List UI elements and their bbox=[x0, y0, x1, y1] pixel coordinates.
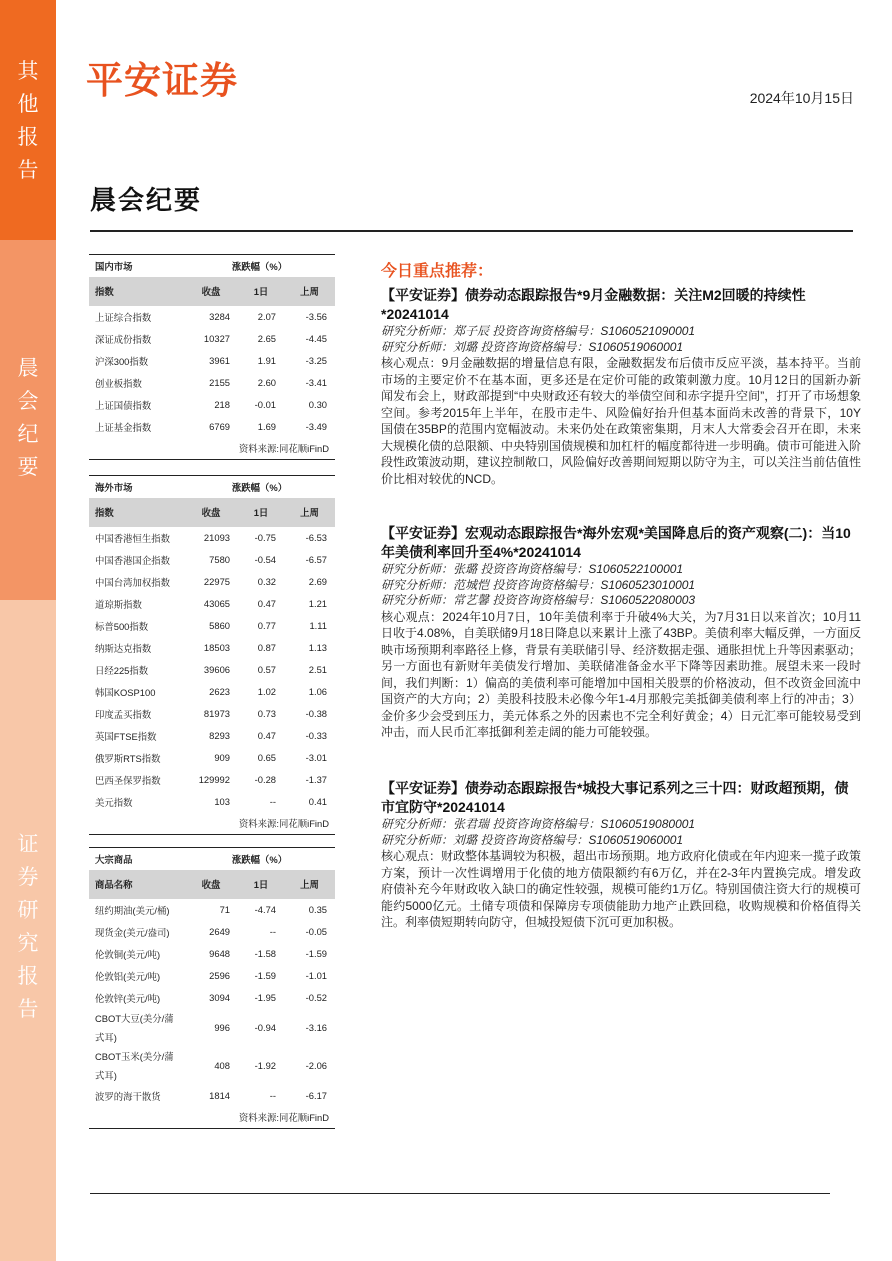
table-cell: 上证国债指数 bbox=[95, 399, 152, 411]
page-title: 晨会纪要 bbox=[90, 185, 203, 215]
table-row bbox=[89, 769, 335, 791]
table-cell: 2623 bbox=[209, 686, 230, 697]
table-row bbox=[89, 416, 335, 438]
table-row bbox=[89, 306, 335, 328]
table-cell: 伦敦铜(美元/吨) bbox=[95, 948, 161, 960]
table-cell: -3.16 bbox=[305, 1022, 327, 1033]
sidebar-char: 报 bbox=[17, 126, 39, 149]
table-cell: 2155 bbox=[209, 377, 230, 388]
table-row bbox=[89, 659, 335, 681]
table-cell: 3094 bbox=[209, 992, 230, 1003]
table-row bbox=[89, 593, 335, 615]
table-cell: -3.01 bbox=[305, 752, 327, 763]
table-cell: -1.01 bbox=[305, 970, 327, 981]
table-cell: -4.74 bbox=[254, 904, 276, 915]
table-header-row bbox=[89, 277, 335, 306]
sidebar-char: 纪 bbox=[17, 423, 39, 446]
analyst-line: 研究分析师：刘璐 投资咨询资格编号：S1060519060001 bbox=[381, 832, 684, 847]
column-header: 1日 bbox=[238, 870, 284, 899]
table-cell: 129992 bbox=[198, 774, 230, 785]
sidebar-char: 券 bbox=[17, 866, 39, 889]
table-cell: 中国台湾加权指数 bbox=[95, 576, 171, 588]
article-title: 【平安证券】宏观动态跟踪报告*海外宏观*美国降息后的资产观察(二)：当10年美债利率回升至4%*20241014 bbox=[381, 525, 851, 560]
table-section-label: 大宗商品 bbox=[89, 848, 184, 870]
table-cell: 巴西圣保罗指数 bbox=[95, 774, 161, 786]
table-cell: 2.07 bbox=[257, 311, 276, 322]
sidebar-char: 告 bbox=[17, 159, 39, 182]
table-section-label: 海外市场 bbox=[89, 476, 184, 498]
table-row bbox=[89, 747, 335, 769]
footer-divider bbox=[90, 1193, 830, 1194]
sidebar-char: 研 bbox=[17, 899, 39, 922]
table-cell: 0.35 bbox=[308, 904, 327, 915]
table-cell: 伦敦锌(美元/吨) bbox=[95, 992, 161, 1004]
table-cell: 1.06 bbox=[308, 686, 327, 697]
table-cell: 0.77 bbox=[257, 620, 276, 631]
table-cell: 0.87 bbox=[257, 642, 276, 653]
table-row bbox=[89, 372, 335, 394]
table-cell: 9648 bbox=[209, 948, 230, 959]
table-cell: CBOT玉米(美分/蒲式耳) bbox=[95, 1050, 174, 1081]
table-cell: 英国FTSE指数 bbox=[95, 730, 157, 742]
table-cell: 1.02 bbox=[257, 686, 276, 697]
sidebar-char: 要 bbox=[17, 456, 39, 479]
table-cell: -2.06 bbox=[305, 1060, 327, 1071]
table-cell: 7580 bbox=[209, 554, 230, 565]
table-source-row bbox=[89, 813, 335, 835]
commodities-table bbox=[89, 847, 335, 1129]
table-cell: -3.49 bbox=[305, 421, 327, 432]
table-cell: 909 bbox=[214, 752, 230, 763]
table-cell: 103 bbox=[214, 796, 230, 807]
table-row bbox=[89, 987, 335, 1009]
column-header: 收盘 bbox=[184, 277, 238, 306]
table-header-row bbox=[89, 498, 335, 527]
table-row bbox=[89, 637, 335, 659]
table-cell: -1.58 bbox=[254, 948, 276, 959]
table-row bbox=[89, 1085, 335, 1107]
table-cell: 0.32 bbox=[257, 576, 276, 587]
table-cell: 2649 bbox=[209, 926, 230, 937]
table-cell: 上证基金指数 bbox=[95, 421, 152, 433]
table-cell: 道琼斯指数 bbox=[95, 598, 142, 610]
sidebar-char: 报 bbox=[17, 965, 39, 988]
sidebar-char: 其 bbox=[17, 60, 39, 83]
table-cell: 2.65 bbox=[257, 333, 276, 344]
table-cell: 10327 bbox=[203, 333, 230, 344]
table-cell: 1.11 bbox=[309, 620, 327, 631]
table-cell: 美元指数 bbox=[95, 796, 133, 808]
table-cell: -1.92 bbox=[254, 1060, 276, 1071]
sidebar-char: 告 bbox=[17, 998, 39, 1021]
table-cell: -0.52 bbox=[305, 992, 327, 1003]
table-row bbox=[89, 725, 335, 747]
table-header-row bbox=[89, 870, 335, 899]
table-section-label: 国内市场 bbox=[89, 255, 184, 277]
table-cell: 标普500指数 bbox=[95, 620, 149, 632]
table-cell: -- bbox=[269, 1090, 276, 1101]
table-cell: 5860 bbox=[209, 620, 230, 631]
table-cell: -1.59 bbox=[305, 948, 327, 959]
column-header: 商品名称 bbox=[89, 870, 184, 899]
table-cell: 1.21 bbox=[308, 598, 327, 609]
table-cell: 纳斯达克指数 bbox=[95, 642, 152, 654]
table-row bbox=[89, 1047, 335, 1085]
sidebar-char: 会 bbox=[17, 390, 39, 413]
analyst-line: 研究分析师：张君瑞 投资咨询资格编号：S1060519080001 bbox=[381, 817, 696, 831]
table-cell: 81973 bbox=[203, 708, 230, 719]
table-cell: -0.54 bbox=[254, 554, 276, 565]
table-cell: 8293 bbox=[209, 730, 230, 741]
table-cell: -1.59 bbox=[254, 970, 276, 981]
article-title: 【平安证券】债券动态跟踪报告*9月金融数据：关注M2回暖的持续性*20241014 bbox=[381, 287, 806, 322]
overseas-market-table bbox=[89, 475, 335, 835]
sidebar-section-morning-notes bbox=[0, 240, 56, 600]
table-cell: 1.69 bbox=[257, 421, 276, 432]
sidebar-char: 晨 bbox=[17, 357, 39, 380]
table-cell: -3.25 bbox=[305, 355, 327, 366]
table-cell: 18503 bbox=[203, 642, 230, 653]
table-cell: -0.33 bbox=[305, 730, 327, 741]
table-cell: 现货金(美元/盎司) bbox=[95, 926, 170, 938]
table-cell: 3961 bbox=[209, 355, 230, 366]
table-cell: 2596 bbox=[209, 970, 230, 981]
table-change-label: 涨跌幅（%） bbox=[184, 848, 335, 870]
table-cell: 1.91 bbox=[257, 355, 276, 366]
report-date: 2024年10月15日 bbox=[749, 90, 854, 106]
table-cell: -- bbox=[269, 796, 276, 807]
table-cell: 沪深300指数 bbox=[95, 355, 149, 367]
table-cell: 深证成份指数 bbox=[95, 333, 152, 345]
article-macro-us-rates bbox=[381, 524, 861, 741]
table-cell: 218 bbox=[214, 399, 230, 410]
table-cell: 0.41 bbox=[308, 796, 327, 807]
table-row bbox=[89, 899, 335, 921]
table-row bbox=[89, 703, 335, 725]
table-row bbox=[89, 527, 335, 549]
table-section-row bbox=[89, 476, 335, 498]
table-cell: -4.45 bbox=[305, 333, 327, 344]
column-header: 上周 bbox=[284, 498, 335, 527]
table-section-row bbox=[89, 255, 335, 277]
column-header: 指数 bbox=[89, 498, 184, 527]
table-cell: 71 bbox=[219, 904, 230, 915]
table-cell: 0.47 bbox=[257, 598, 276, 609]
table-row bbox=[89, 921, 335, 943]
table-change-label: 涨跌幅（%） bbox=[184, 476, 335, 498]
table-cell: -0.28 bbox=[254, 774, 276, 785]
table-cell: 印度孟买指数 bbox=[95, 708, 152, 720]
table-cell: -0.05 bbox=[305, 926, 327, 937]
table-cell: 6769 bbox=[209, 421, 230, 432]
article-body: 核心观点：财政整体基调较为积极，超出市场预期。地方政府化债或在年内迎来一揽子政策方案，预计一次性调增用于化债的地方债限额约有6万亿，并在2-3年内置换完成。增发政府债补充今年财政收入缺口的确定性较强，规模可能约1万亿。特别国债注资大行的规模可能约5000亿元。土储专项债和保障房专项债能助力地产止跌回稳，收购规模和价格值得关注。利率债短期转向防守，但城投短债下沉可更加积极。 bbox=[381, 849, 862, 929]
table-cell: 408 bbox=[214, 1060, 230, 1071]
table-cell: 2.51 bbox=[308, 664, 327, 675]
table-cell: 0.57 bbox=[257, 664, 276, 675]
table-cell: 996 bbox=[214, 1022, 230, 1033]
analyst-line: 研究分析师：张璐 投资咨询资格编号：S1060522100001 bbox=[381, 562, 684, 576]
table-cell: -6.53 bbox=[305, 532, 327, 543]
table-cell: 2.69 bbox=[308, 576, 327, 587]
sidebar-char: 他 bbox=[17, 93, 39, 116]
table-row bbox=[89, 1009, 335, 1047]
column-header: 指数 bbox=[89, 277, 184, 306]
table-cell: 0.73 bbox=[257, 708, 276, 719]
column-header: 上周 bbox=[284, 870, 335, 899]
table-row bbox=[89, 791, 335, 813]
column-header: 1日 bbox=[238, 277, 284, 306]
column-header: 上周 bbox=[284, 277, 335, 306]
analyst-line: 研究分析师：常艺馨 投资咨询资格编号：S1060522080003 bbox=[381, 593, 696, 607]
table-cell: -0.01 bbox=[254, 399, 276, 410]
table-row bbox=[89, 549, 335, 571]
table-cell: -1.95 bbox=[254, 992, 276, 1003]
table-cell: -3.41 bbox=[305, 377, 327, 388]
table-cell: 中国香港国企指数 bbox=[95, 554, 171, 566]
article-bond-chengtou bbox=[381, 779, 861, 931]
table-cell: 创业板指数 bbox=[95, 377, 142, 389]
table-row bbox=[89, 328, 335, 350]
analyst-line: 研究分析师：刘璐 投资咨询资格编号：S1060519060001 bbox=[381, 339, 684, 354]
column-header: 收盘 bbox=[184, 498, 238, 527]
analyst-line: 研究分析师：范城恺 投资咨询资格编号：S1060523010001 bbox=[381, 577, 696, 592]
sidebar-char: 证 bbox=[17, 833, 39, 856]
table-cell: 中国香港恒生指数 bbox=[95, 532, 171, 544]
table-cell: 上证综合指数 bbox=[95, 311, 152, 323]
table-cell: 21093 bbox=[203, 532, 230, 543]
table-cell: 1814 bbox=[209, 1090, 230, 1101]
article-body: 核心观点：2024年10月7日，10年美债利率于升破4%大关，为7月31日以来首次；10月11日收于4.08%，自美联储9月18日降息以来累计上涨了43BP。美债利率大幅反弹，一方面反映市场预期利率路径上修，背景有美联储引导、经济数据走强、通胀担忧上升等因素驱动；另一方面也有新财年美债发行增加、美联储准备金水平下降等因素助推。展望未来一段时间，我们判断：1）偏高的美债利率可能增加中国相关股票的价格波动，但不改资金回流中国资产的大方向；2）美股科技股未必像今年1-4月那般完美抵御美债利率上行的冲击；3）金价多少会受到压力，美元体系之外的因素也不完全利好黄金；4）日元汇率可能较易受到冲击，而人民币汇率抵御利差走阔的能力可能较强。 bbox=[381, 609, 862, 739]
table-change-label: 涨跌幅（%） bbox=[184, 255, 335, 277]
table-cell: 39606 bbox=[203, 664, 230, 675]
sidebar-section-research-report bbox=[0, 600, 56, 1261]
table-source: 资料来源:同花顺iFinD bbox=[89, 438, 335, 460]
table-cell: -6.57 bbox=[305, 554, 327, 565]
table-cell: CBOT大豆(美分/蒲式耳) bbox=[95, 1012, 174, 1043]
table-cell: -6.17 bbox=[305, 1090, 327, 1101]
table-cell: -0.75 bbox=[254, 532, 276, 543]
table-source-row bbox=[89, 438, 335, 460]
table-cell: 俄罗斯RTS指数 bbox=[95, 752, 161, 764]
table-cell: 日经225指数 bbox=[95, 664, 149, 676]
table-source: 资料来源:同花顺iFinD bbox=[89, 1107, 335, 1129]
analyst-line: 研究分析师：郑子辰 投资咨询资格编号：S1060521090001 bbox=[381, 324, 696, 338]
table-cell: 3284 bbox=[209, 311, 230, 322]
article-title: 【平安证券】债券动态跟踪报告*城投大事记系列之三十四：财政超预期，债市宜防守*20241014 bbox=[381, 780, 849, 815]
table-row bbox=[89, 571, 335, 593]
table-row bbox=[89, 681, 335, 703]
table-section-row bbox=[89, 848, 335, 870]
table-row bbox=[89, 350, 335, 372]
table-row bbox=[89, 965, 335, 987]
table-cell: 0.65 bbox=[257, 752, 276, 763]
table-row bbox=[89, 943, 335, 965]
table-cell: 0.30 bbox=[308, 399, 327, 410]
table-cell: 22975 bbox=[203, 576, 230, 587]
table-source: 资料来源:同花顺iFinD bbox=[89, 813, 335, 835]
highlights-heading: 今日重点推荐： bbox=[381, 263, 494, 280]
table-cell: 韩国KOSP100 bbox=[95, 686, 156, 698]
table-cell: 1.13 bbox=[308, 642, 327, 653]
sidebar-section-other-reports bbox=[0, 0, 56, 240]
table-cell: 43065 bbox=[203, 598, 230, 609]
table-cell: 波罗的海干散货 bbox=[95, 1090, 161, 1102]
column-header: 收盘 bbox=[184, 870, 238, 899]
table-row bbox=[89, 615, 335, 637]
table-cell: -- bbox=[269, 926, 276, 937]
table-row bbox=[89, 394, 335, 416]
column-header: 1日 bbox=[238, 498, 284, 527]
table-cell: 0.47 bbox=[257, 730, 276, 741]
company-logo: 平安证券 bbox=[86, 60, 238, 101]
table-cell: -3.56 bbox=[305, 311, 327, 322]
table-cell: -1.37 bbox=[305, 774, 327, 785]
table-cell: 伦敦铝(美元/吨) bbox=[95, 970, 161, 982]
table-cell: 2.60 bbox=[257, 377, 276, 388]
header-divider bbox=[90, 230, 853, 232]
table-cell: 纽约期油(美元/桶) bbox=[95, 904, 170, 916]
sidebar-char: 究 bbox=[17, 932, 39, 955]
table-cell: -0.38 bbox=[305, 708, 327, 719]
article-bond-m2 bbox=[381, 286, 861, 487]
table-source-row bbox=[89, 1107, 335, 1129]
table-cell: -0.94 bbox=[254, 1022, 276, 1033]
domestic-market-table bbox=[89, 254, 335, 460]
article-body: 核心观点：9月金融数据的增量信息有限，金融数据发布后债市反应平淡，基本持平。当前市场的主要定价不在基本面，更多还是在定价可能的政策刺激力度。10月12日的国新办新闻发布会上，财政部提到“中央财政还有较大的举债空间和赤字提升空间”，打开了市场想象空间。参考2015年上半年，在股市走牛、风险偏好抬升但基本面尚未改善的背景下，10Y国债在35BP的范围内宽幅波动。未来仍处在政策密集期，月末人大常委会召开在即，未来大规模化债的总限额、中央特别国债规模和加杠杆的幅度都待进一步明确。债市可能进入阶段性政策波动期，建议控制敞口，风险偏好改善期间短期以防守为主，可以关注当前估值性价比相对较优的NCD。 bbox=[381, 356, 862, 486]
